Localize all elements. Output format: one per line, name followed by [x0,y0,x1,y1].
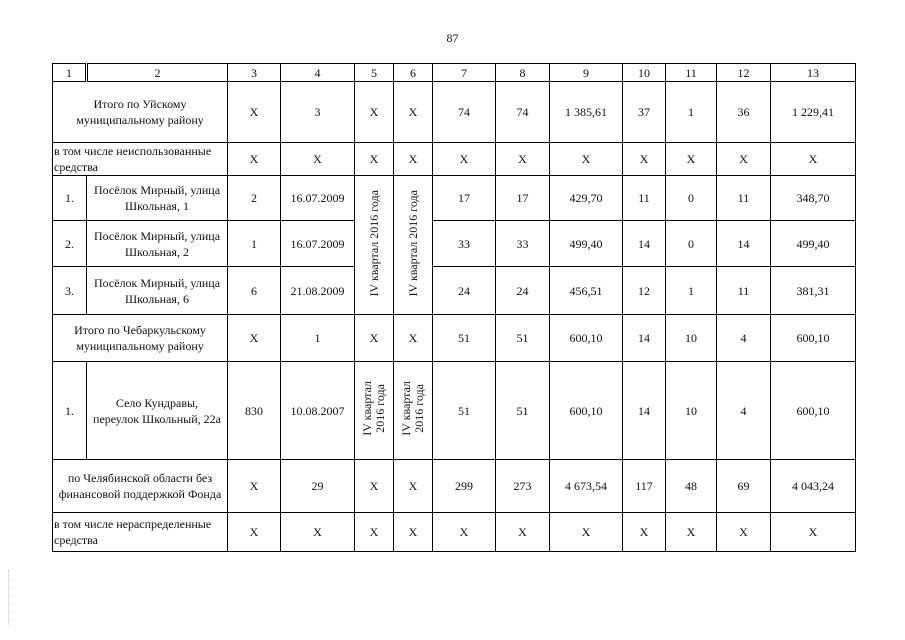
address-line: переулок Школьный, 22а [93,411,221,426]
address-cell [87,221,228,267]
header-cell-12: 12 [717,64,771,82]
address-cell [87,362,228,460]
header-cell-8: 8 [496,64,550,82]
table-cell: 600,10 [771,315,856,362]
table-cell: 29 [281,460,355,513]
label-line: средства [54,533,99,547]
address-line: Посёлок Мирный, улица [93,275,221,290]
table-cell: 51 [433,315,496,362]
table-cell: 10 [666,315,717,362]
header-cell-5: 5 [355,64,394,82]
table-cell: X [550,513,623,552]
table-cell: 16.07.2009 [281,221,355,267]
table-cell: X [623,143,666,176]
table-cell: 16.07.2009 [281,176,355,221]
table-cell: X [496,143,550,176]
table-cell: X [228,315,281,362]
table-cell: 299 [433,460,496,513]
table-cell: 14 [717,221,771,267]
period-text: IV квартал 2016 года [405,189,420,297]
label-line: муниципальному району [76,339,204,353]
table-cell: X [355,315,394,362]
row-number: 3. [53,267,87,315]
header-cell-6: 6 [394,64,433,82]
table-cell: X [717,143,771,176]
label-line: Итого по Чебаркульскому [74,323,206,337]
table-cell: X [496,513,550,552]
address-line: Село Кундравы, [115,395,199,410]
table-cell: X [394,460,433,513]
table-cell: X [281,513,355,552]
period-cell-col6 [394,176,433,315]
table-cell: 600,10 [771,362,856,460]
table-cell: 499,40 [550,221,623,267]
table-cell: X [355,143,394,176]
table-cell: X [228,143,281,176]
table-cell: 14 [623,315,666,362]
table-cell: 33 [496,221,550,267]
table-row [53,362,856,460]
table-cell: X [623,513,666,552]
period-line: IV квартал [399,381,413,436]
table-cell: 14 [623,362,666,460]
table-cell: 48 [666,460,717,513]
table-cell: 11 [717,176,771,221]
table-cell: 1 [666,267,717,315]
uisky-total-row [53,82,856,143]
header-cell-10: 10 [623,64,666,82]
region-unallocated-label [53,513,228,552]
uisky-total-label [53,82,228,143]
table-cell: X [355,82,394,143]
table-cell: X [433,143,496,176]
table-cell: 74 [433,82,496,143]
table-cell: 830 [228,362,281,460]
table-cell: 456,51 [550,267,623,315]
table-cell: 36 [717,82,771,143]
period-cell-col5 [355,362,394,460]
row-number: 1. [53,362,87,460]
period-cell-col6 [394,362,433,460]
row-number: 1. [53,176,87,221]
table-cell: X [228,460,281,513]
table-cell: 37 [623,82,666,143]
table-cell: X [394,315,433,362]
table-cell: 1 [666,82,717,143]
table-cell: 11 [623,176,666,221]
header-cell-11: 11 [666,64,717,82]
table-cell: 51 [433,362,496,460]
table-cell: 69 [717,460,771,513]
table-cell: X [550,143,623,176]
table-cell: X [433,513,496,552]
table-cell: 51 [496,362,550,460]
page-number: 87 [446,31,459,45]
header-cell-4: 4 [281,64,355,82]
label-line: средства [54,160,99,174]
table-cell: 24 [496,267,550,315]
table-cell: 0 [666,221,717,267]
table-cell: 348,70 [771,176,856,221]
table-cell: 2 [228,176,281,221]
table-cell: X [355,513,394,552]
table-cell: 10 [666,362,717,460]
table-cell: 17 [433,176,496,221]
label-line: в том числе неиспользованные [54,144,212,158]
period-line: IV квартал [360,381,374,436]
table-cell: 17 [496,176,550,221]
label-line: финансовой поддержкой Фонда [58,487,222,501]
table-cell: 1 [281,315,355,362]
table-cell: 11 [717,267,771,315]
label-line: муниципальному району [76,113,204,127]
address-line: Посёлок Мирный, улица [93,228,221,243]
address-line: Школьная, 2 [125,244,189,259]
table-cell: X [717,513,771,552]
header-row [53,64,856,82]
table-cell: 14 [623,221,666,267]
table-cell: 1 385,61 [550,82,623,143]
table-cell: 3 [281,82,355,143]
table-cell: X [771,143,856,176]
table-cell: 24 [433,267,496,315]
address-line: Школьная, 6 [125,291,189,306]
table-cell: 273 [496,460,550,513]
table-cell: X [666,513,717,552]
period-text: IV квартал 2016 года [366,189,381,297]
table-cell: 1 [228,221,281,267]
period-line: 2016 года [373,384,387,433]
header-cell-13: 13 [771,64,856,82]
data-table [52,63,856,552]
header-cell-9: 9 [550,64,623,82]
chebarkul-total-row [53,315,856,362]
table-cell: X [228,82,281,143]
table-cell: 4 [717,315,771,362]
table-cell: 12 [623,267,666,315]
table-cell: X [394,143,433,176]
table-cell: 117 [623,460,666,513]
table-cell: X [394,82,433,143]
table-cell: 74 [496,82,550,143]
period-line: 2016 года [412,384,426,433]
table-cell: 4 043,24 [771,460,856,513]
row-number: 2. [53,221,87,267]
table-cell: 6 [228,267,281,315]
period-text [361,381,387,436]
header-cell-1: 1 [53,64,87,82]
period-cell-col5 [355,176,394,315]
scan-margin-marks [8,570,9,626]
table-cell: 51 [496,315,550,362]
region-total-label [53,460,228,513]
table-cell: X [355,460,394,513]
table-cell: 499,40 [771,221,856,267]
table-cell: 429,70 [550,176,623,221]
table-cell: X [771,513,856,552]
table-cell: 600,10 [550,362,623,460]
table-cell: 600,10 [550,315,623,362]
chebarkul-total-label [53,315,228,362]
uisky-unused-label [53,143,228,176]
address-cell [87,176,228,221]
table-cell: 381,31 [771,267,856,315]
table-cell: 33 [433,221,496,267]
table-cell: X [281,143,355,176]
region-unallocated-row [53,513,856,552]
label-line: Итого по Уйскому [93,97,187,111]
table-cell: X [394,513,433,552]
header-cell-3: 3 [228,64,281,82]
address-line: Посёлок Мирный, улица [93,183,221,197]
table-cell: 10.08.2007 [281,362,355,460]
uisky-unused-row [53,143,856,176]
table-cell: X [666,143,717,176]
table-cell: 1 229,41 [771,82,856,143]
table-cell: 4 [717,362,771,460]
table-cell: 0 [666,176,717,221]
label-line: по Челябинской области без [67,471,213,485]
table-cell: 21.08.2009 [281,267,355,315]
table-row [53,267,856,315]
address-line: Школьная, 1 [125,199,189,213]
header-cell-7: 7 [433,64,496,82]
period-text [400,381,426,436]
region-total-row [53,460,856,513]
table-cell: 4 673,54 [550,460,623,513]
table-cell: X [228,513,281,552]
address-cell [87,267,228,315]
header-cell-2: 2 [87,64,228,82]
table-row [53,176,856,221]
label-line: в том числе нераспределенные [54,517,212,531]
table-row [53,221,856,267]
